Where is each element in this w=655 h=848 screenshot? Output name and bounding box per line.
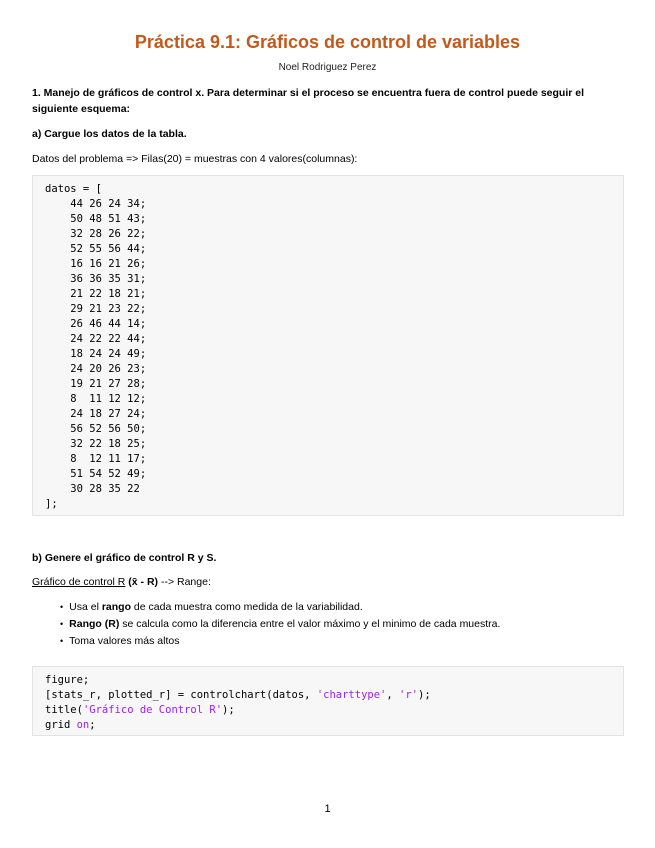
- code-line: 44 26 24 34;: [70, 198, 147, 210]
- data-code-block[interactable]: [32, 175, 624, 516]
- code-line: [stats_r, plotted_r] = controlchart(datos, 'charttype', 'r');: [45, 689, 431, 701]
- code-line: 30 28 35 22: [70, 483, 140, 495]
- code-line: grid on;: [45, 719, 96, 731]
- code-line: 8 11 12 12;: [70, 393, 147, 405]
- list-item: • Usa el rango de cada muestra como medida de la variabilidad.: [60, 599, 500, 616]
- page-title: Práctica 9.1: Gráficos de control de variables: [134, 32, 521, 52]
- code-line: 16 16 21 26;: [70, 258, 147, 270]
- code-line: 19 21 27 28;: [70, 378, 147, 390]
- section-b-heading: b) Genere el gráfico de control R y S.: [32, 552, 217, 564]
- code-line: 32 22 18 25;: [70, 438, 147, 450]
- code-line: title('Gráfico de Control R');: [45, 704, 235, 716]
- range-chart-rest: --> Range:: [158, 576, 211, 588]
- code-line: datos = [: [45, 183, 102, 195]
- list-item: • Rango (R) se calcula como la diferencia entre el valor máximo y el minimo de cada muestra.: [60, 616, 500, 633]
- code-line: 24 18 27 24;: [70, 408, 147, 420]
- code-line: 24 22 22 44;: [70, 333, 147, 345]
- code-line: ];: [45, 498, 58, 510]
- code-line: 8 12 11 17;: [70, 453, 147, 465]
- code-line: 29 21 23 22;: [70, 303, 147, 315]
- bullet-list: [60, 599, 500, 650]
- code-line: 32 28 26 22;: [70, 228, 147, 240]
- code-line: figure;: [45, 674, 90, 686]
- list-item: • Toma valores más altos: [60, 633, 500, 650]
- range-chart-formula: (x̄ - R): [128, 576, 159, 588]
- range-chart-line: [32, 574, 624, 590]
- page-number: 1: [324, 803, 331, 815]
- data-note: Datos del problema => Filas(20) = muestras con 4 valores(columnas):: [32, 153, 358, 165]
- code-line: 36 36 35 31;: [70, 273, 147, 285]
- section-1-heading: 1. Manejo de gráficos de control x. Para determinar si el proceso se encuentra fuera de control puede seguir el siguiente esquema:: [32, 87, 585, 115]
- author-name: Noel Rodriguez Perez: [278, 62, 377, 73]
- section-a-heading: a) Cargue los datos de la tabla.: [32, 128, 187, 140]
- code-line: 21 22 18 21;: [70, 288, 147, 300]
- range-chart-link[interactable]: Gráfico de control R: [32, 576, 126, 588]
- code-line: 50 48 51 43;: [70, 213, 147, 225]
- plot-code-block[interactable]: [32, 666, 624, 736]
- code-line: 18 24 24 49;: [70, 348, 147, 360]
- code-line: 51 54 52 49;: [70, 468, 147, 480]
- code-line: 24 20 26 23;: [70, 363, 147, 375]
- code-line: 52 55 56 44;: [70, 243, 147, 255]
- code-line: 26 46 44 14;: [70, 318, 147, 330]
- code-line: 56 52 56 50;: [70, 423, 147, 435]
